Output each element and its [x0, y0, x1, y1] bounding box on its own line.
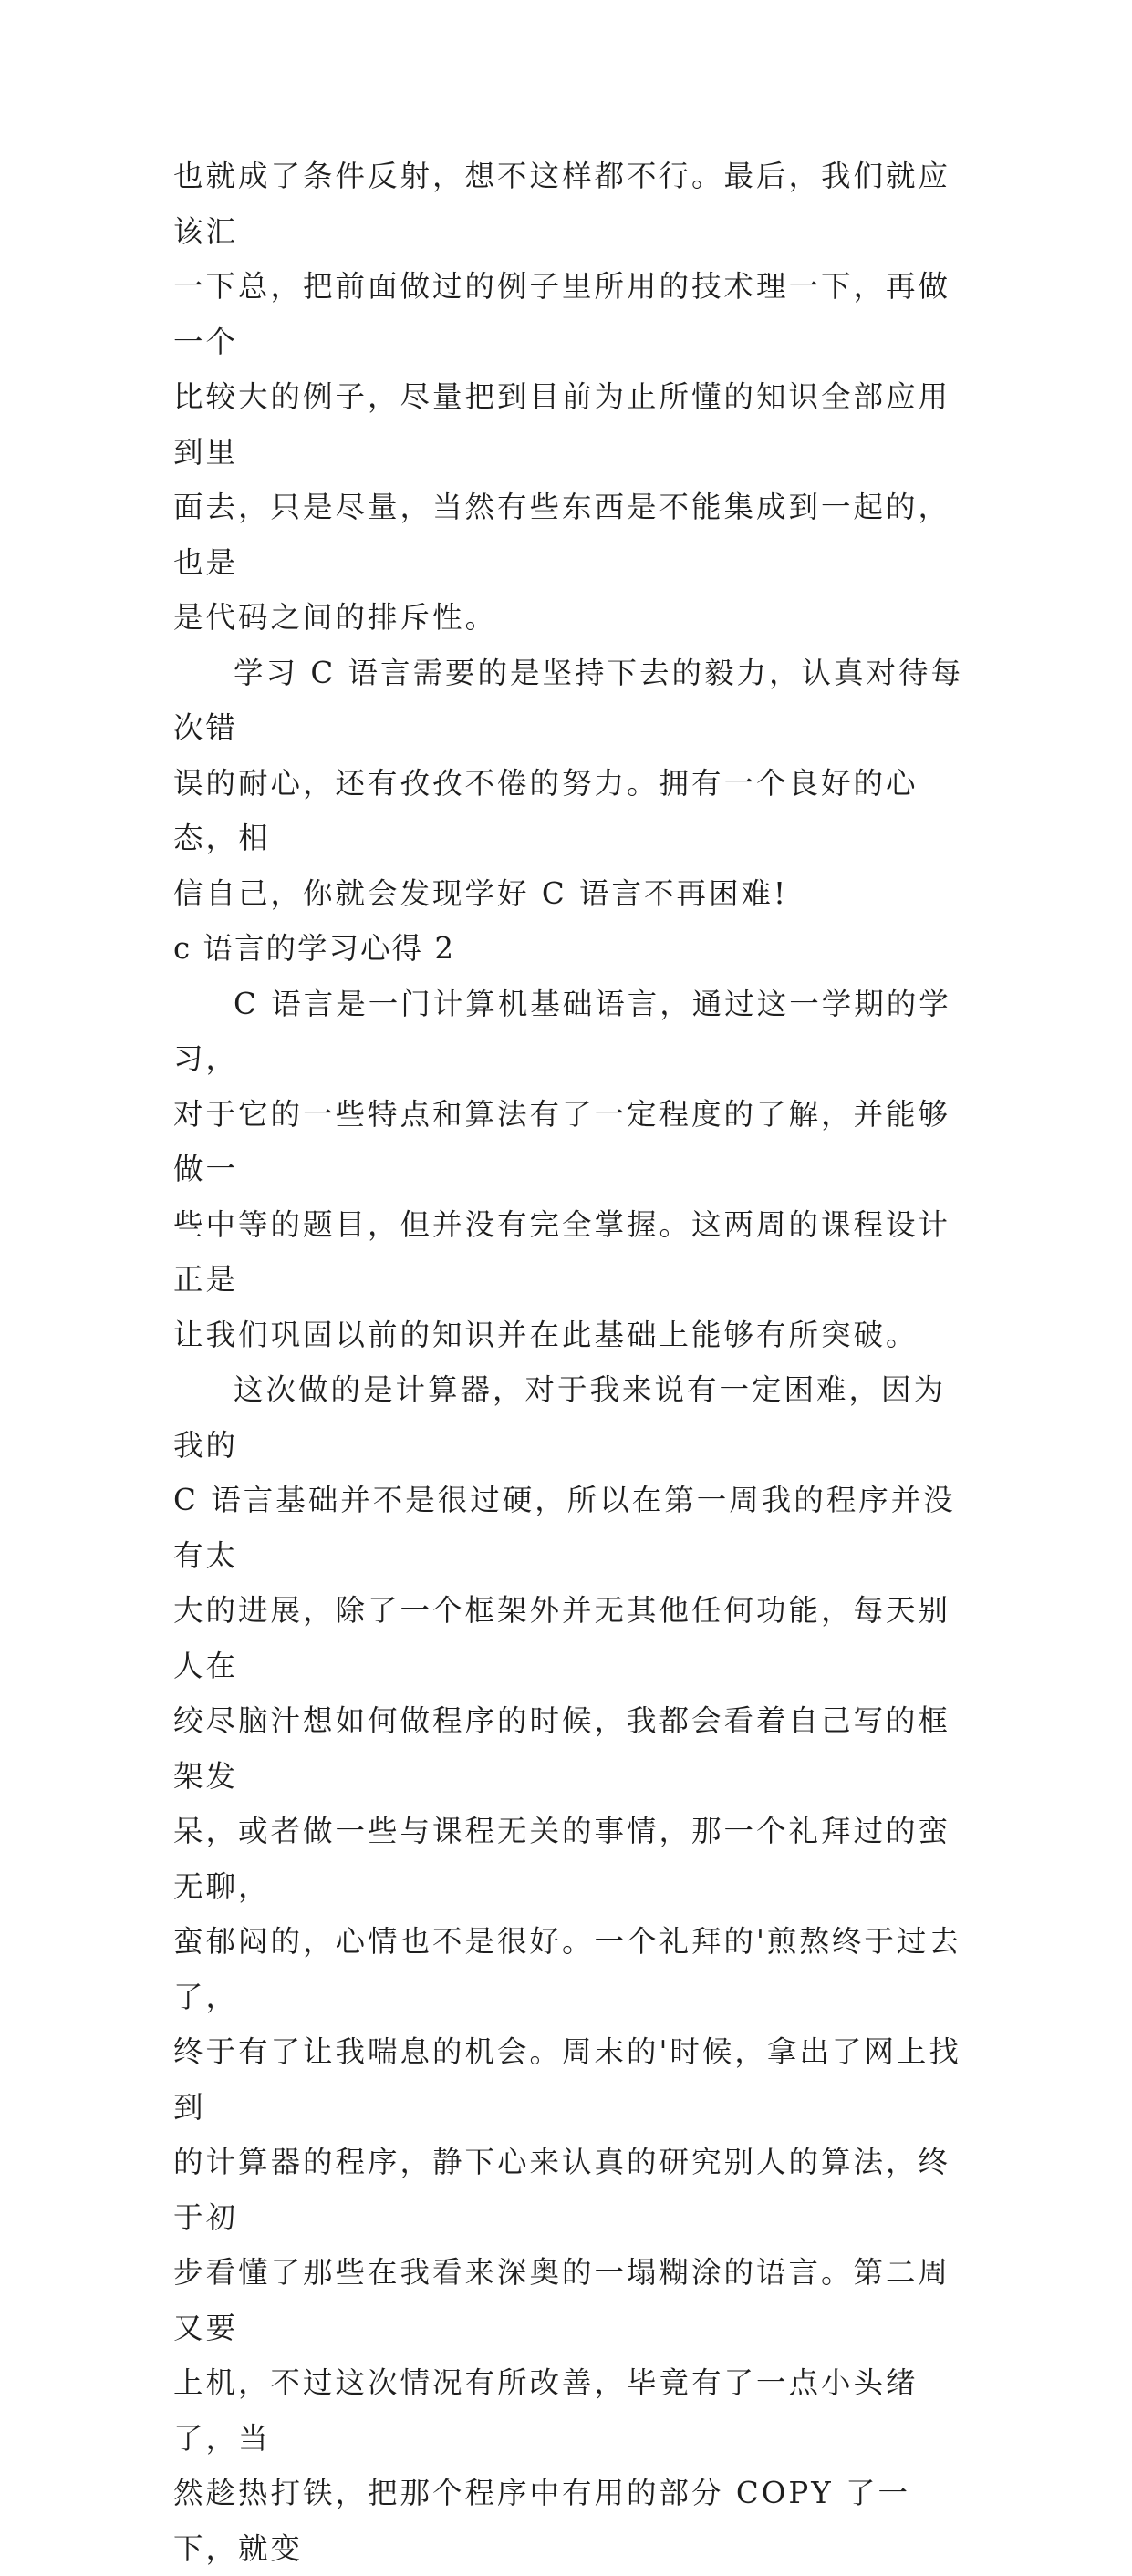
paragraph-4: 这次做的是计算器，对于我来说有一定困难，因为我的 C 语言基础并不是很过硬，所以在第一周我的程序并没有太 大的进展，除了一个框架外并无其他任何功能，每天别人在 绞尽脑汁想如何做程序的时候，我都会看着自己写的框架发 呆，或者做一些与课程无关的事情，那一个礼拜过的蛮无聊， 蛮郁闷的，心情也不是很好。一个礼拜的'煎熬终于过去了， 终于有了让我喘息的机会。周末的'时候，拿出了网上找到 的计算器的程序，静下心来认真的研究别人的算法，终于初 步看懂了那些在我看来深奥的一塌糊涂的语言。第二周又要 上机，不过这次情况有所改善，毕竟有了一点小头绪了，当 然趁热打铁，把那个程序中有用的部分 COPY 了一下，就变	[173, 1372, 961, 2566]
document-body	[173, 149, 967, 2576]
paragraph-1: 也就成了条件反射，想不这样都不行。最后，我们就应该汇 一下总，把前面做过的例子里所用的技术理一下，再做一个 比较大的例子，尽量把到目前为止所懂的知识全部应用到里 面去，只是尽量，当然有些东西是不能集成到一起的，也是 是代码之间的排斥性。	[173, 159, 951, 635]
section-heading: c 语言的学习心得 2	[173, 931, 456, 966]
paragraph-3: C 语言是一门计算机基础语言，通过这一学期的学习， 对于它的一些特点和算法有了一定程度的了解，并能够做一 些中等的题目，但并没有完全掌握。这两周的课程设计正是 让我们巩固以前的知识并在此基础上能够有所突破。	[173, 986, 951, 1352]
paragraph-2: 学习 C 语言需要的是坚持下去的毅力，认真对待每次错 误的耐心，还有孜孜不倦的努力。拥有一个良好的心态，相 信自己，你就会发现学好 C 语言不再困难!	[173, 655, 964, 911]
